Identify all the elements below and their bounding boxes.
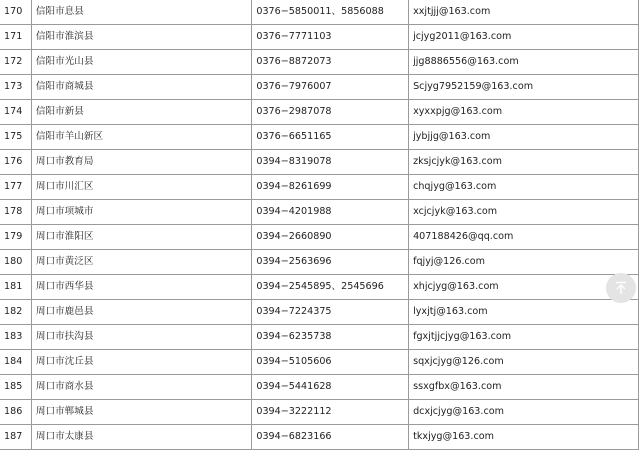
table-row bbox=[0, 75, 639, 100]
phone-number: 0394−6823166 bbox=[252, 425, 409, 450]
email-address: chqjyg@163.com bbox=[409, 175, 639, 200]
phone-number: 0394−8319078 bbox=[252, 150, 409, 175]
unit-name: 周口市沈丘县 bbox=[31, 350, 251, 375]
phone-number: 0394−2545895、2545696 bbox=[252, 275, 409, 300]
email-address: xxjtjjj@163.com bbox=[409, 0, 639, 25]
row-number: 178 bbox=[0, 200, 31, 225]
phone-number: 0376−5850011、5856088 bbox=[252, 0, 409, 25]
email-address: zksjcjyk@163.com bbox=[409, 150, 639, 175]
email-address: tkxjyg@163.com bbox=[409, 425, 639, 450]
row-number: 182 bbox=[0, 300, 31, 325]
phone-number: 0394−2660890 bbox=[252, 225, 409, 250]
email-address: jcjyg2011@163.com bbox=[409, 25, 639, 50]
phone-number: 0394−5105606 bbox=[252, 350, 409, 375]
unit-name: 周口市扶沟县 bbox=[31, 325, 251, 350]
phone-number: 0394−4201988 bbox=[252, 200, 409, 225]
phone-number: 0394−2563696 bbox=[252, 250, 409, 275]
email-address: lyxjtj@163.com bbox=[409, 300, 639, 325]
email-address: Scjyg7952159@163.com bbox=[409, 75, 639, 100]
table-row bbox=[0, 275, 639, 300]
email-address: ssxgfbx@163.com bbox=[409, 375, 639, 400]
table-row bbox=[0, 225, 639, 250]
unit-name: 信阳市羊山新区 bbox=[31, 125, 251, 150]
table-row bbox=[0, 325, 639, 350]
unit-name: 周口市黄泛区 bbox=[31, 250, 251, 275]
unit-name: 周口市川汇区 bbox=[31, 175, 251, 200]
unit-name: 周口市淮阳区 bbox=[31, 225, 251, 250]
phone-number: 0394−8261699 bbox=[252, 175, 409, 200]
phone-number: 0394−7224375 bbox=[252, 300, 409, 325]
unit-name: 周口市鹿邑县 bbox=[31, 300, 251, 325]
unit-name: 周口市西华县 bbox=[31, 275, 251, 300]
row-number: 172 bbox=[0, 50, 31, 75]
unit-name: 周口市教育局 bbox=[31, 150, 251, 175]
email-address: xhjcjyg@163.com bbox=[409, 275, 639, 300]
unit-name: 周口市项城市 bbox=[31, 200, 251, 225]
table-row bbox=[0, 250, 639, 275]
table-row bbox=[0, 425, 639, 450]
table-row bbox=[0, 150, 639, 175]
table-row bbox=[0, 400, 639, 425]
table-row bbox=[0, 375, 639, 400]
table-row bbox=[0, 350, 639, 375]
email-address: fgxjtjjcjyg@163.com bbox=[409, 325, 639, 350]
email-address: jjg8886556@163.com bbox=[409, 50, 639, 75]
row-number: 177 bbox=[0, 175, 31, 200]
table-row bbox=[0, 25, 639, 50]
table-row bbox=[0, 175, 639, 200]
row-number: 171 bbox=[0, 25, 31, 50]
phone-number: 0376−7976007 bbox=[252, 75, 409, 100]
email-address: sqxjcjyg@126.com bbox=[409, 350, 639, 375]
phone-number: 0376−8872073 bbox=[252, 50, 409, 75]
row-number: 176 bbox=[0, 150, 31, 175]
unit-name: 信阳市光山县 bbox=[31, 50, 251, 75]
row-number: 185 bbox=[0, 375, 31, 400]
phone-number: 0376−6651165 bbox=[252, 125, 409, 150]
row-number: 186 bbox=[0, 400, 31, 425]
email-address: dcxjcjyg@163.com bbox=[409, 400, 639, 425]
row-number: 187 bbox=[0, 425, 31, 450]
row-number: 184 bbox=[0, 350, 31, 375]
phone-number: 0394−5441628 bbox=[252, 375, 409, 400]
unit-name: 周口市郸城县 bbox=[31, 400, 251, 425]
arrow-up-icon bbox=[613, 280, 629, 296]
phone-number: 0376−2987078 bbox=[252, 100, 409, 125]
table-row bbox=[0, 125, 639, 150]
phone-number: 0394−3222112 bbox=[252, 400, 409, 425]
phone-number: 0376−7771103 bbox=[252, 25, 409, 50]
unit-name: 周口市商水县 bbox=[31, 375, 251, 400]
row-number: 173 bbox=[0, 75, 31, 100]
row-number: 180 bbox=[0, 250, 31, 275]
row-number: 181 bbox=[0, 275, 31, 300]
row-number: 174 bbox=[0, 100, 31, 125]
table-row bbox=[0, 100, 639, 125]
table-row bbox=[0, 50, 639, 75]
row-number: 179 bbox=[0, 225, 31, 250]
scroll-to-top-button[interactable] bbox=[606, 273, 636, 303]
row-number: 183 bbox=[0, 325, 31, 350]
unit-name: 周口市太康县 bbox=[31, 425, 251, 450]
unit-name: 信阳市息县 bbox=[31, 0, 251, 25]
email-address: fqjyj@126.com bbox=[409, 250, 639, 275]
row-number: 170 bbox=[0, 0, 31, 25]
unit-name: 信阳市淮滨县 bbox=[31, 25, 251, 50]
phone-number: 0394−6235738 bbox=[252, 325, 409, 350]
email-address: jybjjg@163.com bbox=[409, 125, 639, 150]
email-address: xcjcjyk@163.com bbox=[409, 200, 639, 225]
row-number: 175 bbox=[0, 125, 31, 150]
unit-name: 信阳市商城县 bbox=[31, 75, 251, 100]
table-row bbox=[0, 300, 639, 325]
unit-name: 信阳市新县 bbox=[31, 100, 251, 125]
email-address: xyxxpjg@163.com bbox=[409, 100, 639, 125]
email-address: 407188426@qq.com bbox=[409, 225, 639, 250]
table-row bbox=[0, 200, 639, 225]
table-row bbox=[0, 0, 639, 25]
